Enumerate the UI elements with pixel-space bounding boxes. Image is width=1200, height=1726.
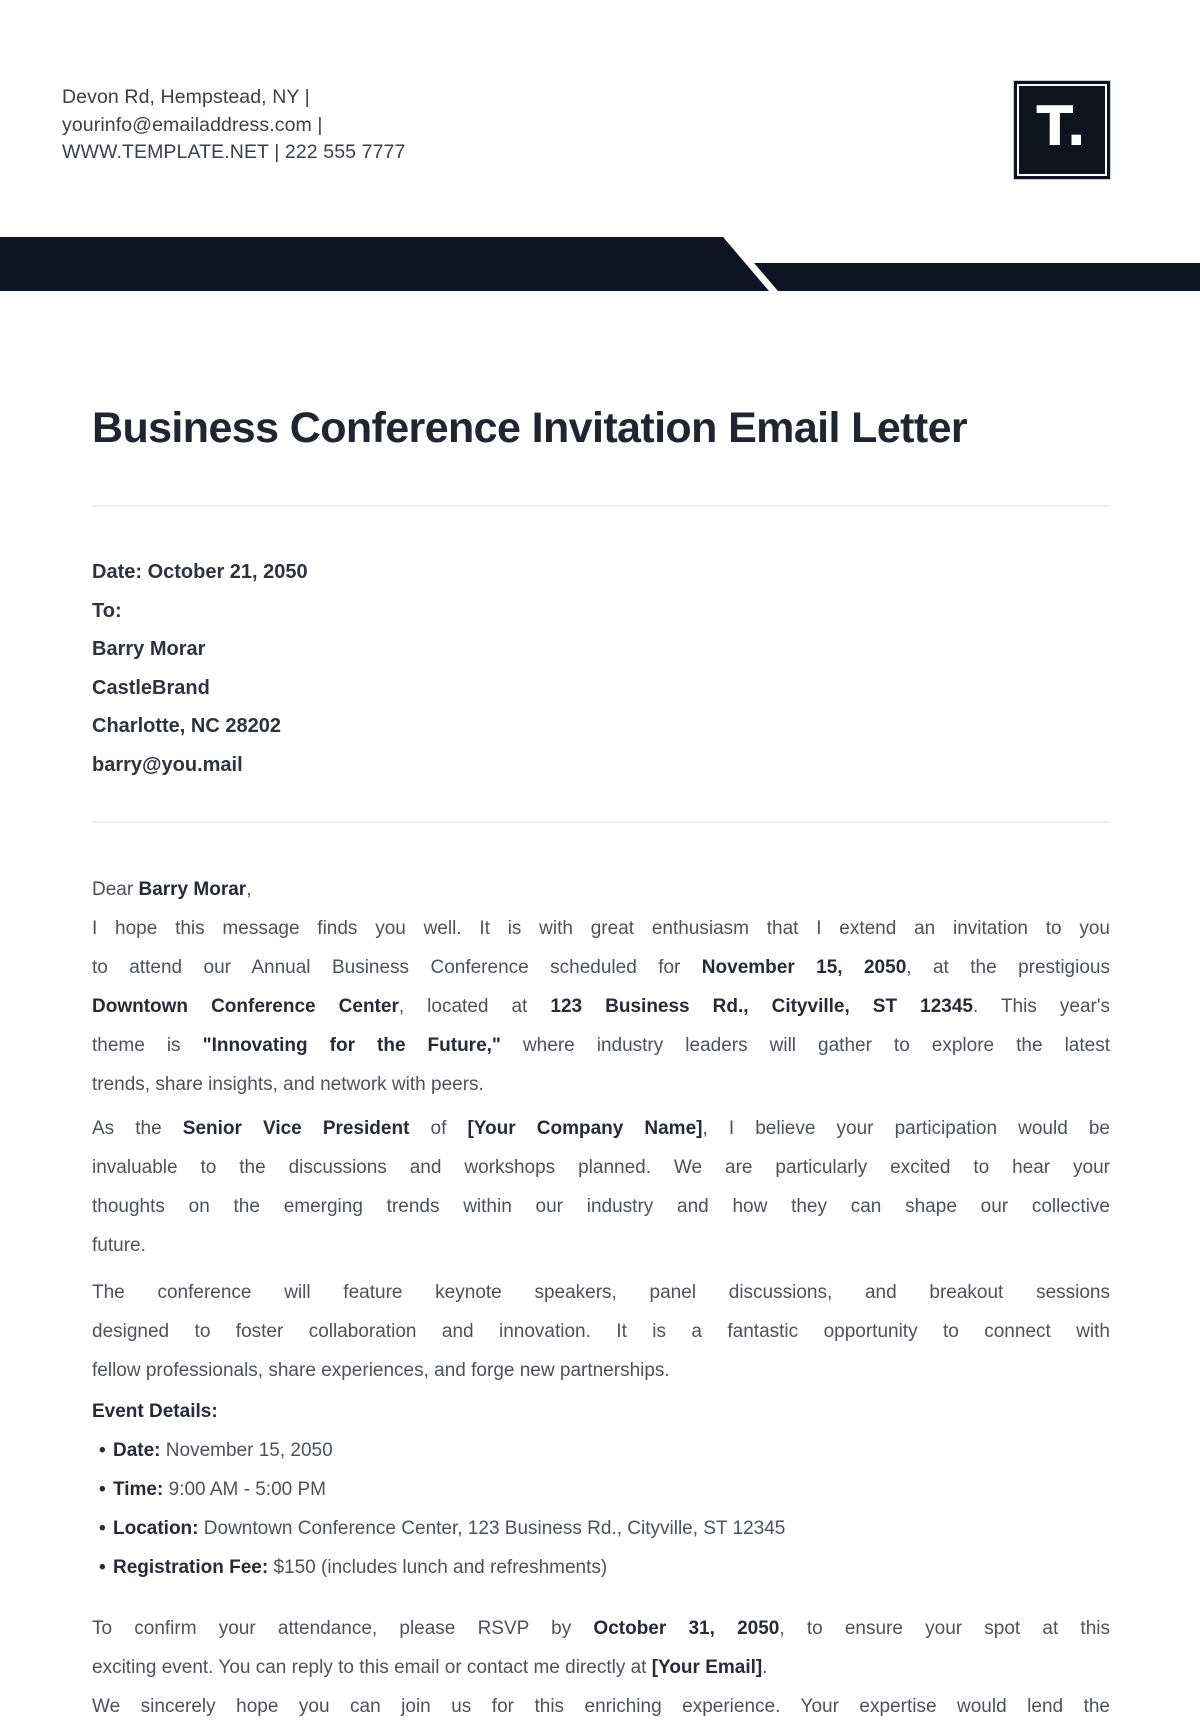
recipient-block — [92, 553, 1110, 784]
bold-text-run: Date: — [113, 1440, 161, 1461]
recipient-line: Barry Morar — [92, 638, 206, 660]
text-run: The conference will feature keynote speakers, panel discussions, and breakout sessions — [92, 1282, 1110, 1303]
bold-text-run: October 31, 2050 — [593, 1618, 780, 1639]
text-run: future. — [92, 1235, 146, 1256]
text-run: to attend our Annual Business Conference scheduled for — [92, 957, 702, 978]
bullet-dot-icon: • — [99, 1557, 106, 1578]
bullet-item — [92, 1431, 1110, 1470]
bullet-item — [92, 1470, 1110, 1509]
text-run: We sincerely hope you can join us for this enriching experience. Your expertise would lend the — [92, 1696, 1110, 1717]
text-run: invaluable to the discussions and workshops planned. We are particularly excited to hear your — [92, 1157, 1110, 1178]
text-run: exciting event. You can reply to this email or contact me directly at — [92, 1657, 652, 1678]
bold-text-run: Senior Vice President — [182, 1118, 410, 1139]
body-line — [92, 1273, 1110, 1312]
bold-text-run: Barry Morar — [138, 879, 247, 900]
text-run: designed to foster collaboration and innovation. It is a fantastic opportunity to connect with — [92, 1321, 1110, 1342]
body-line — [92, 1312, 1110, 1351]
text-run: . This year's — [972, 996, 1110, 1017]
template-logo — [1013, 80, 1111, 180]
body-line — [92, 1687, 1110, 1726]
text-run: theme is — [92, 1035, 203, 1056]
body-line — [92, 870, 1110, 909]
bullet-dot-icon: • — [99, 1518, 106, 1539]
recipient-line: barry@you.mail — [92, 753, 243, 776]
bullet-dot-icon: • — [99, 1479, 106, 1500]
contact-line: Devon Rd, Hempstead, NY | — [62, 86, 310, 108]
body-line — [92, 1109, 1110, 1148]
body-line — [92, 948, 1110, 987]
text-run: , to ensure your spot at this — [779, 1618, 1110, 1639]
body-line — [92, 1148, 1110, 1187]
body-line — [92, 987, 1110, 1026]
recipient-line: To: — [92, 599, 122, 622]
recipient-line: Charlotte, NC 28202 — [92, 715, 281, 737]
letterhead-band-right — [754, 263, 1200, 291]
text-run: , — [246, 879, 252, 900]
text-run: where industry leaders will gather to explore the latest — [500, 1035, 1110, 1056]
letter-content — [92, 405, 1110, 1726]
text-run: To confirm your attendance, please RSVP by — [92, 1618, 594, 1639]
body-line — [92, 1351, 1110, 1390]
bold-text-run: Registration Fee: — [113, 1557, 269, 1578]
contact-line: yourinfo@emailaddress.com | — [62, 113, 323, 136]
text-run: , located at — [398, 996, 551, 1017]
text-run: November 15, 2050 — [160, 1440, 333, 1461]
bold-text-run: 123 Business Rd., Cityville, ST 12345 — [550, 996, 973, 1017]
body-line — [92, 1609, 1110, 1648]
body-line — [92, 1648, 1110, 1687]
text-run: As the — [92, 1118, 183, 1139]
divider-bottom — [92, 821, 1110, 823]
text-run: Downtown Conference Center, 123 Business Rd., Cityville, ST 12345 — [198, 1518, 786, 1539]
text-run: Dear — [92, 879, 139, 900]
bold-text-run: [Your Company Name] — [467, 1118, 703, 1139]
text-run: I hope this message finds you well. It is with great enthusiasm that I extend an invitation to you — [92, 918, 1110, 939]
body-line — [92, 1065, 1110, 1104]
body-line — [92, 1187, 1110, 1226]
contact-line: WWW.TEMPLATE.NET | 222 555 7777 — [62, 141, 406, 163]
recipient-line: CastleBrand — [92, 676, 210, 699]
text-run: , at the prestigious — [906, 957, 1110, 978]
letterhead-contact-block — [62, 84, 405, 167]
body-line — [92, 1226, 1110, 1265]
text-run: . — [762, 1657, 768, 1678]
body-line — [92, 1392, 1110, 1431]
text-run: , I believe your participation would be — [702, 1118, 1110, 1139]
letter-body — [92, 870, 1110, 1726]
bold-text-run: Location: — [113, 1518, 199, 1539]
text-run: trends, share insights, and network with peers. — [92, 1074, 484, 1095]
text-run: thoughts on the emerging trends within our industry and how they can shape our collective — [92, 1196, 1110, 1217]
bullet-item — [92, 1509, 1110, 1548]
bullet-item — [92, 1548, 1110, 1587]
recipient-line: Date: October 21, 2050 — [92, 561, 308, 583]
bold-text-run: Downtown Conference Center — [92, 996, 399, 1017]
body-line — [92, 1026, 1110, 1065]
template-logo-icon: T. — [1036, 95, 1088, 158]
bullet-dot-icon: • — [99, 1440, 106, 1461]
text-run: of — [409, 1118, 468, 1139]
bold-text-run: "Innovating for the Future," — [202, 1035, 501, 1056]
divider-top — [92, 505, 1110, 507]
bold-text-run: [Your Email] — [651, 1657, 763, 1678]
letter-title: Business Conference Invitation Email Letter — [92, 404, 968, 452]
body-line — [92, 909, 1110, 948]
bold-text-run: Time: — [113, 1479, 164, 1500]
bold-text-run: Event Details: — [92, 1401, 218, 1422]
text-run: fellow professionals, share experiences, and forge new partnerships. — [92, 1360, 670, 1381]
bold-text-run: November 15, 2050 — [701, 957, 907, 978]
text-run: $150 (includes lunch and refreshments) — [268, 1557, 608, 1578]
letterhead-band-left — [0, 237, 769, 291]
text-run: 9:00 AM - 5:00 PM — [163, 1479, 326, 1500]
